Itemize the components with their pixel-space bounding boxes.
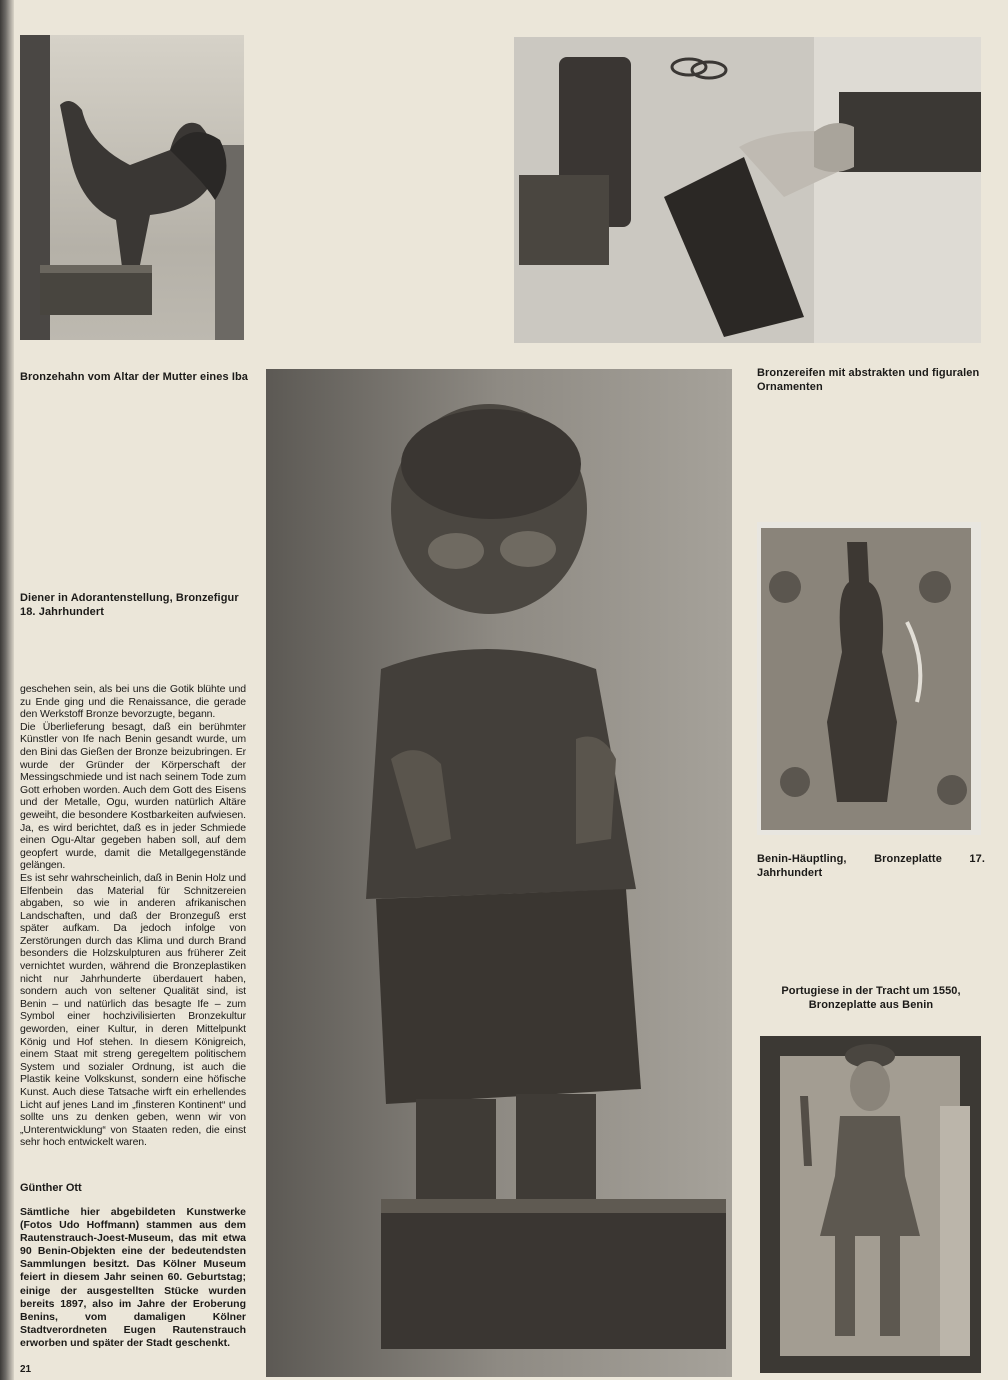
benin-chief-plaque-photo: [757, 522, 981, 835]
benin-chief-caption: Benin-Häuptling, Bronzeplatte 17. Jahrhundert: [757, 853, 985, 879]
article-paragraph: Es ist sehr wahrscheinlich, daß in Benin Holz und Elfenbein das Material für Schnitzereien abgaben, so wie in anderen afrikanischen Landschaften, und daß der Bronzeguß erst später aufkam. Da jedoch infolge von Zerstörungen durch das Klima und durch Brand besonders die Holzskulpturen aus früherer Zeit vernichtet wurden, während die Bronzeplastiken nicht nur Jahrhunderte überdauert haben, sondern auch von seltener Qualität sind, ist Benin – und natürlich das besagte Ife – zum Symbol einer hochzivilisierten Bronzekultur geworden, einer Kultur, in deren Mittelpunkt König und Hof stehen. In diesem Königreich, einem Staat mit streng geregeltem politischem System und sozialer Ordnung, ist auch die Plastik keine Volkskunst, sondern eine höfische Kunst. Auch diese Tatsache wirft ein erhellendes Licht auf jenes Land im „finsteren Kontinent“ und sollte uns zu denken geben, wenn wir von „Unterentwicklung“ von Staaten reden, die einst sehr hoch entwickelt waren.: [20, 871, 246, 1149]
rings-caption: Bronzereifen mit abstrakten und figuralen Ornamenten: [757, 367, 980, 393]
servant-figure-photo: [266, 369, 732, 1377]
binding-edge: [0, 0, 14, 1380]
rooster-photo: [20, 35, 244, 340]
portuguese-plaque-photo: [760, 1036, 981, 1373]
bronze-rings-photo: [514, 37, 981, 343]
page-number: 21: [20, 1364, 32, 1375]
article-paragraph: Die Überlieferung besagt, daß ein berühmter Künstler von Ife nach Benin gesandt wurde, um den Bini das Gießen der Bronze beizubringen. Er wurde der Gründer der Körperschaft der Messingschmiede und ist nach seinem Tode zum Gott erhoben worden. Auch dem Gott des Eisens und der Metalle, Ogu, wurden natürlich Altäre geweiht, die besondere Kostbarkeiten aufwiesen. Ja, es wird berichtet, daß es in jeder Schmiede einen Ogu-Altar gegeben haben soll, auf dem geopfert wurde, damit die Metallgegenstände gelängen.: [20, 720, 246, 872]
article-paragraph: geschehen sein, als bei uns die Gotik blühte und zu Ende ging und die Renaissance, die gerade den Werkstoff Bronze bevorzugte, begann.: [20, 683, 246, 721]
portuguese-caption: Portugiese in der Tracht um 1550, Bronzeplatte aus Benin: [781, 985, 961, 1011]
photo-credit-note: Sämtliche hier abgebildeten Kunstwerke (Fotos Udo Hoffmann) stammen aus dem Rautenstrauch-Joest-Museum, das mit etwa 90 Benin-Objekten eine der bedeutendsten Sammlungen besitzt. Das Kölner Museum feiert in diesem Jahr seinen 60. Geburtstag; einige der ausgestellten Stücke wurden bereits 1897, also im Jahre der Eroberung Benins, vom damaligen Kölner Stadtverordneten Eugen Rautenstrauch erworben und später der Stadt geschenkt.: [20, 1206, 246, 1349]
author-name: Günther Ott: [20, 1182, 82, 1194]
article-body: [20, 683, 246, 1149]
rooster-caption: Bronzehahn vom Altar der Mutter eines Iba: [20, 371, 249, 383]
servant-figure-caption: Diener in Adorantenstellung, Bronzefigur 18. Jahrhundert: [20, 592, 239, 618]
